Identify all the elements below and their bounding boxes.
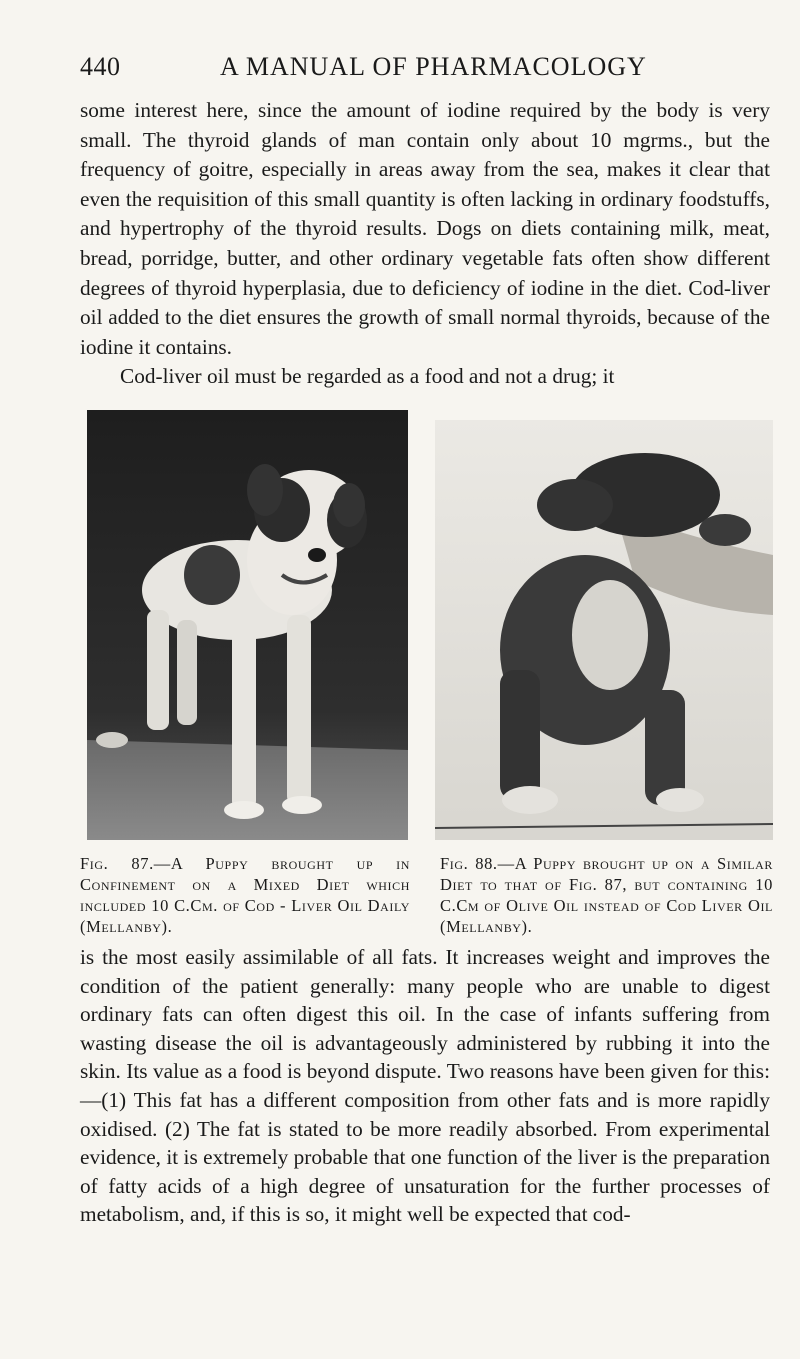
figure-88-photo bbox=[435, 420, 773, 840]
body-text-bottom bbox=[80, 943, 770, 1229]
figure-87-caption: Fig. 87.—A Puppy brought up in Confinement on a Mixed Diet which included 10 C.Cm. of Cod - Liver Oil Daily (Mellanby). bbox=[80, 854, 410, 936]
page-number: 440 bbox=[80, 52, 121, 81]
body-text-top bbox=[80, 96, 770, 392]
paragraph: is the most easily assimilable of all fats. It increases weight and improves the condition of the patient generally: many people who are unable to digest ordinary fats can often digest this oil. In the case of infants suffering from wasting disease the oil is advantageously administered by rubbing it into the skin. Its value as a food is beyond dispute. Two reasons have been given for this:—(1) This fat has a different composition from other fats and is more rapidly oxidised. (2) The fat is stated to be more readily absorbed. From experimental evidence, it is extremely probable that one function of the liver is the preparation of fatty acids of a high degree of unsaturation for the further processes of metabolism, and, if this is so, it might well be expected that cod- bbox=[80, 945, 770, 1227]
paragraph: Cod-liver oil must be regarded as a food and not a drug; it bbox=[120, 364, 615, 389]
figure-88-caption: Fig. 88.—A Puppy brought up on a Similar Diet to that of Fig. 87, but containing 10 C.Cm of Olive Oil instead of Cod Liver Oil (Mellanby). bbox=[440, 854, 773, 936]
figure-87-photo bbox=[87, 410, 408, 840]
photo-puppy-standing-icon bbox=[87, 410, 408, 840]
paragraph: some interest here, since the amount of iodine required by the body is very small. The thyroid glands of man contain only about 10 mgrms., but the frequency of goitre, especially in areas away from the sea, makes it clear that even the requisition of this small quantity is often lacking in ordinary foodstuffs, and hypertrophy of the thyroid results. Dogs on diets containing milk, meat, bread, porridge, butter, and other ordinary vegetable fats often show different degrees of thyroid hyperplasia, due to deficiency of iodine in the diet. Cod-liver oil added to the diet ensures the growth of small normal thyroids, because of the iodine it contains. bbox=[80, 98, 770, 359]
running-title: A MANUAL OF PHARMACOLOGY bbox=[220, 52, 647, 81]
photo-puppy-held-icon bbox=[435, 420, 773, 840]
